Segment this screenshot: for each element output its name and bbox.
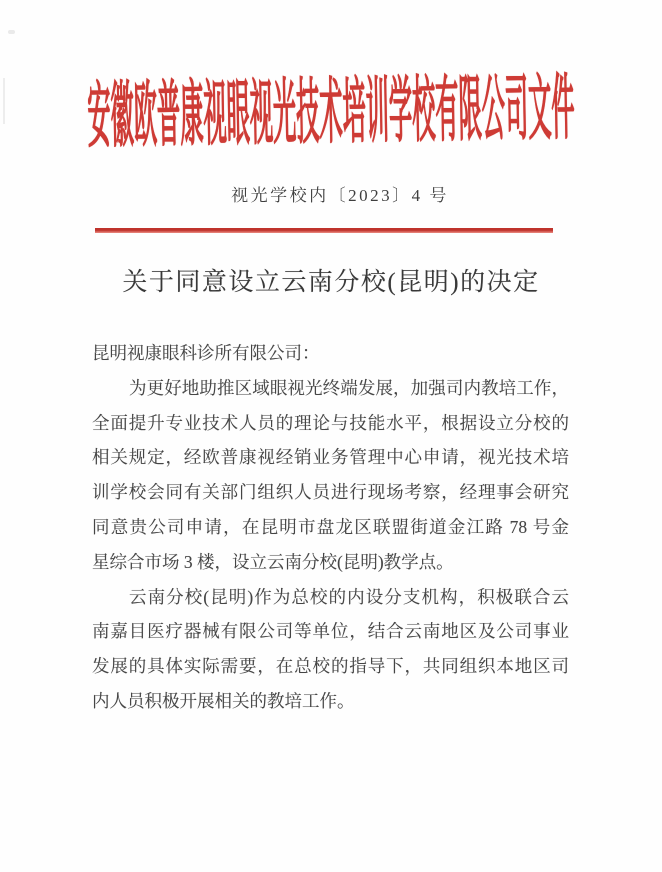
letterhead-rule	[95, 228, 553, 233]
body-line: 同意贵公司申请，在昆明市盘龙区联盟街道金江路 78 号金	[92, 516, 569, 537]
body-line: 全面提升专业技术人员的理论与技能水平，根据设立分校的	[92, 412, 569, 433]
body-line: 发展的具体实际需要，在总校的指导下，共同组织本地区司	[92, 656, 569, 677]
body-line: 云南分校(昆明)作为总校的内设分支机构，积极联合云	[129, 586, 569, 607]
body-line: 南嘉目医疗器械有限公司等单位，结合云南地区及公司事业	[92, 621, 569, 642]
letterhead	[0, 67, 662, 159]
scan-artifact	[8, 30, 15, 34]
body-line: 训学校会同有关部门组织人员进行现场考察，经理事会研究	[92, 482, 569, 503]
body-line: 为更好地助推区域眼视光终端发展，加强司内教培工作，	[129, 377, 569, 398]
document-body	[92, 336, 569, 719]
body-line: 内人员积极开展相关的教培工作。	[92, 690, 355, 711]
letterhead-org-name: 安徽欧普康视眼视光技术培训学校有限公司文件	[86, 67, 576, 159]
document-number-row	[0, 183, 662, 209]
document-number: 视光学校内〔2023〕4 号	[231, 186, 449, 205]
document-title: 关于同意设立云南分校(昆明)的决定	[122, 269, 540, 296]
salutation-line: 昆明视康眼科诊所有限公司：	[92, 343, 320, 363]
body-line: 星综合市场 3 楼，设立云南分校(昆明)教学点。	[92, 551, 454, 572]
body-line: 相关规定，经欧普康视经销业务管理中心申请，视光技术培	[92, 447, 569, 468]
